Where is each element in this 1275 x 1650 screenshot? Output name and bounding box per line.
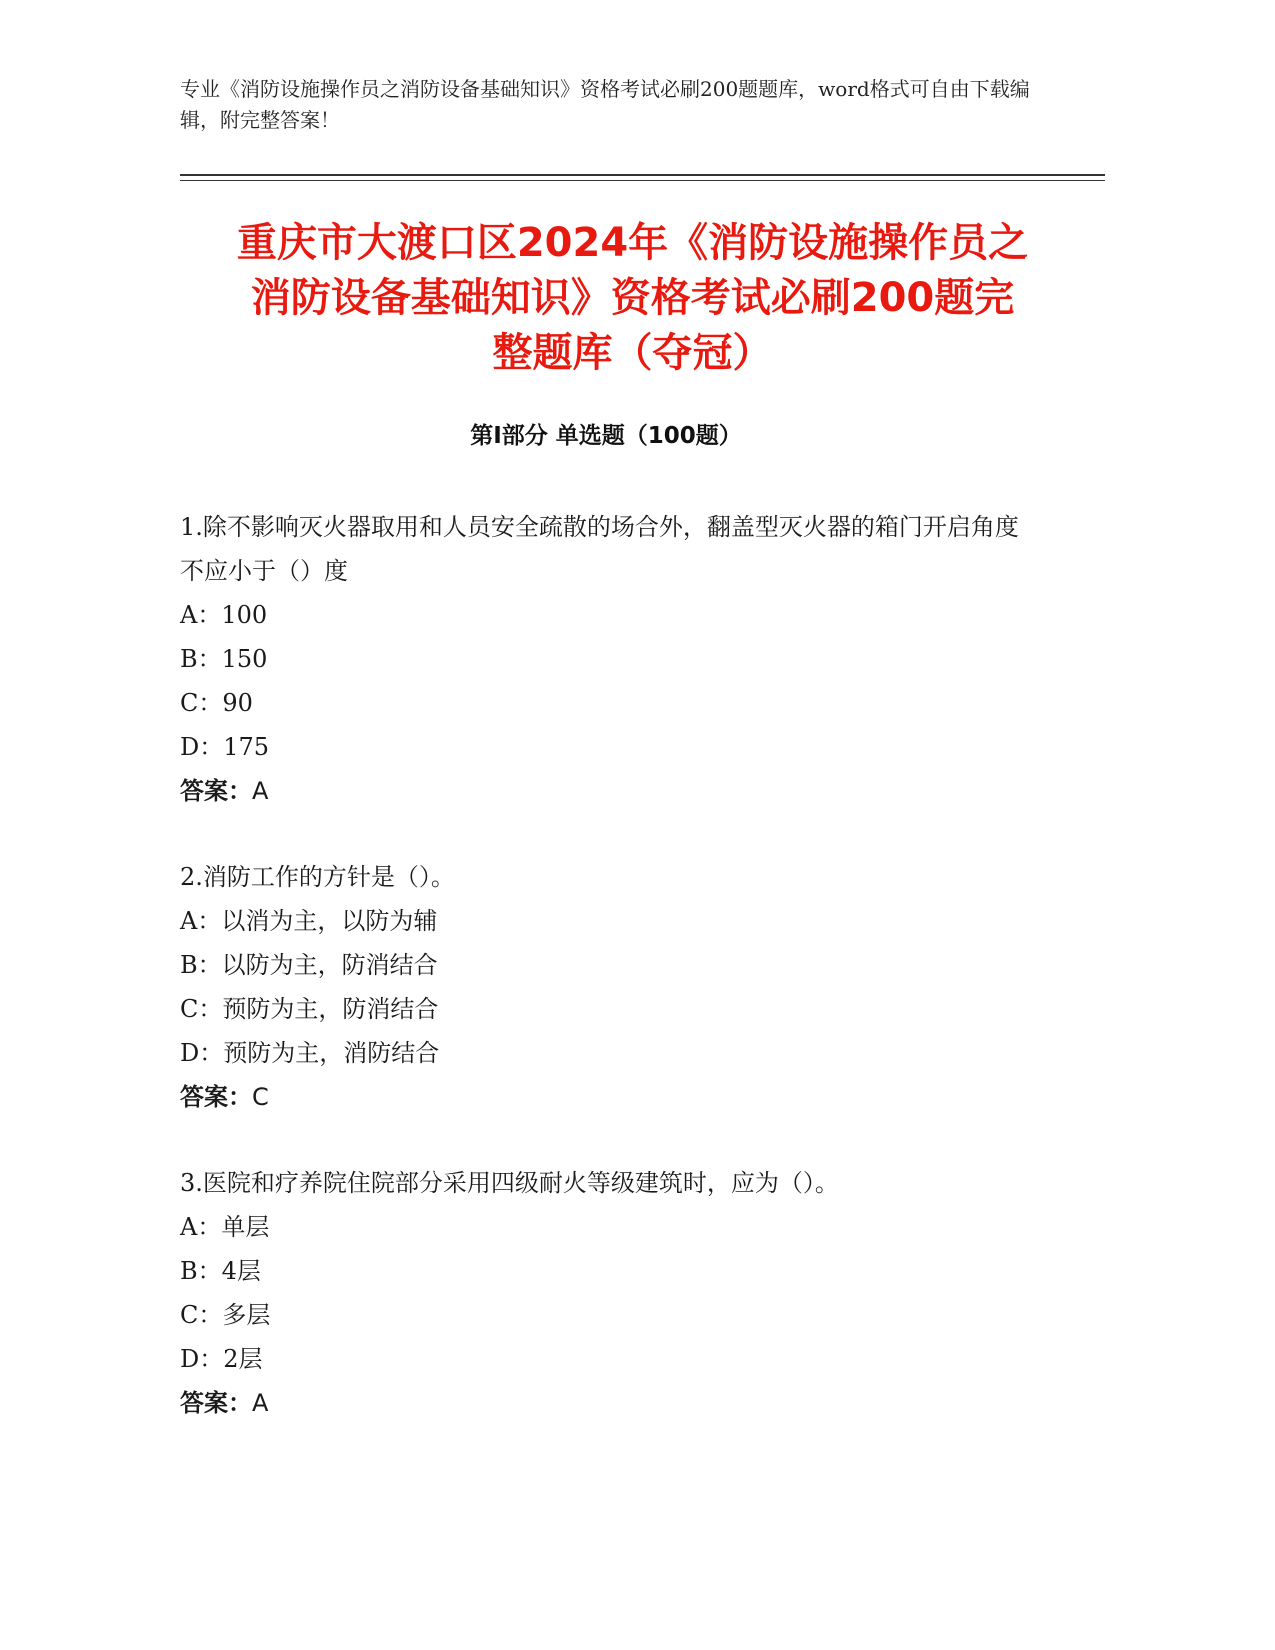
- answer-label: 答案：: [180, 1389, 252, 1417]
- question-stem: 1.除不影响灭火器取用和人员安全疏散的场合外，翻盖型灭火器的箱门开启角度不应小于（）度: [180, 513, 1019, 585]
- title-line-3: 整题库（夺冠）: [492, 330, 773, 376]
- section-title: 第I部分 单选题（100题）: [470, 423, 742, 449]
- option-b: B：4层: [180, 1257, 261, 1285]
- option-b: B：150: [180, 645, 268, 673]
- question-1: [180, 505, 1040, 813]
- option-d: D：预防为主，消防结合: [180, 1039, 440, 1067]
- title-line-2: 消防设备基础知识》资格考试必刷200题完: [250, 275, 1015, 321]
- answer-value: A: [252, 777, 269, 805]
- answer-line: [180, 1075, 1040, 1119]
- option-a: A：100: [180, 601, 268, 629]
- option-c: C：预防为主，防消结合: [180, 995, 439, 1023]
- question-list: [180, 505, 1040, 1467]
- option-d: D：2层: [180, 1345, 263, 1373]
- answer-line: [180, 769, 1040, 813]
- question-stem: 2.消防工作的方针是（）。: [180, 863, 455, 891]
- header-note: 专业《消防设施操作员之消防设备基础知识》资格考试必刷200题题库，word格式可自由下载编辑，附完整答案！: [180, 77, 1030, 132]
- answer-label: 答案：: [180, 1083, 252, 1111]
- option-c: C：90: [180, 689, 253, 717]
- option-b: B：以防为主，防消结合: [180, 951, 438, 979]
- option-d: D：175: [180, 733, 270, 761]
- option-c: C：多层: [180, 1301, 271, 1329]
- option-a: A：以消为主，以防为辅: [180, 907, 438, 935]
- question-2: [180, 855, 1040, 1119]
- header-divider-thick: [180, 174, 1105, 176]
- answer-line: [180, 1381, 1040, 1425]
- option-a: A：单层: [180, 1213, 270, 1241]
- answer-value: A: [252, 1389, 269, 1417]
- question-stem: 3.医院和疗养院住院部分采用四级耐火等级建筑时，应为（）。: [180, 1169, 839, 1197]
- title-line-1: 重庆市大渡口区2024年《消防设施操作员之: [236, 220, 1029, 266]
- question-3: [180, 1161, 1040, 1425]
- answer-label: 答案：: [180, 777, 252, 805]
- answer-value: C: [252, 1083, 269, 1111]
- header-divider-thin: [180, 180, 1105, 181]
- document-title: [160, 216, 1105, 381]
